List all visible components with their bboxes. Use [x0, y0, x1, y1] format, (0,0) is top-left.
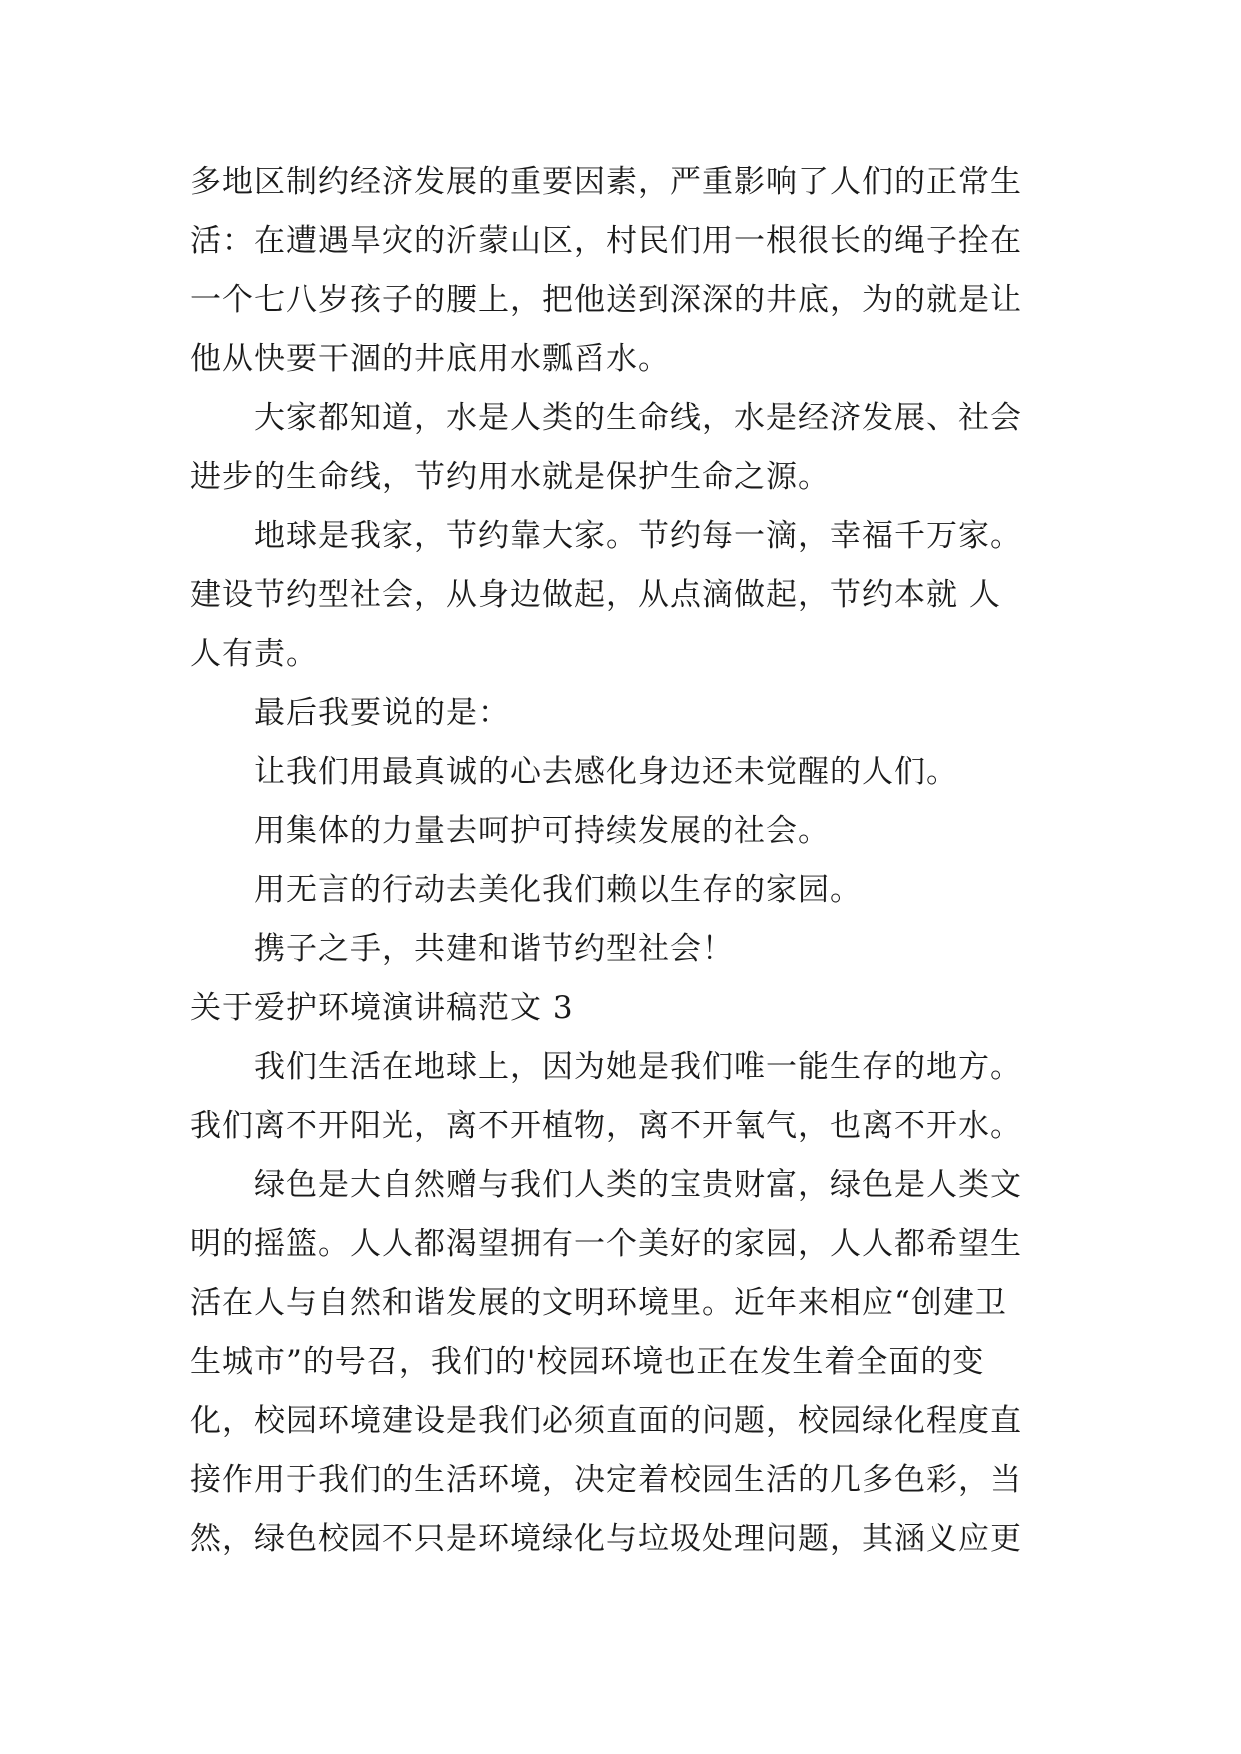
text-line: 接作用于我们的生活环境，决定着校园生活的几多色彩，当 [190, 1462, 1022, 1498]
text-line: 建设节约型社会，从身边做起，从点滴做起，节约本就 人 [190, 577, 1001, 613]
text-line: 我们生活在地球上，因为她是我们唯一能生存的地方。 [190, 1049, 1022, 1085]
text-line: 让我们用最真诚的心去感化身边还未觉醒的人们。 [190, 754, 958, 790]
text-line: 生城市”的号召，我们的'校园环境也正在发生着全面的变 [190, 1344, 985, 1380]
text-line: 他从快要干涸的井底用水瓢舀水。 [190, 341, 670, 377]
text-line: 人有责。 [190, 636, 318, 672]
text-line: 地球是我家，节约靠大家。节约每一滴，幸福千万家。 [190, 518, 1022, 554]
text-line: 用无言的行动去美化我们赖以生存的家园。 [190, 872, 862, 908]
text-line: 进步的生命线，节约用水就是保护生命之源。 [190, 459, 830, 495]
text-line: 大家都知道，水是人类的生命线，水是经济发展、社会 [190, 400, 1022, 436]
text-line: 明的摇篮。人人都渴望拥有一个美好的家园，人人都希望生 [190, 1226, 1022, 1262]
text-line: 化，校园环境建设是我们必须直面的问题，校园绿化程度直 [190, 1403, 1022, 1439]
text-line: 携子之手，共建和谐节约型社会！ [190, 931, 734, 967]
text-line: 活在人与自然和谐发展的文明环境里。近年来相应“创建卫 [190, 1285, 1007, 1321]
text-line: 绿色是大自然赠与我们人类的宝贵财富，绿色是人类文 [190, 1167, 1022, 1203]
text-line: 然，绿色校园不只是环境绿化与垃圾处理问题，其涵义应更 [190, 1521, 1022, 1557]
section-heading: 关于爱护环境演讲稿范文 3 [190, 990, 574, 1026]
text-line: 我们离不开阳光，离不开植物，离不开氧气，也离不开水。 [190, 1108, 1022, 1144]
text-line: 活：在遭遇旱灾的沂蒙山区，村民们用一根很长的绳子拴在 [190, 223, 1022, 259]
text-line: 多地区制约经济发展的重要因素，严重影响了人们的正常生 [190, 164, 1022, 200]
text-line: 最后我要说的是： [190, 695, 510, 731]
text-line: 一个七八岁孩子的腰上，把他送到深深的井底，为的就是让 [190, 282, 1022, 318]
text-line: 用集体的力量去呵护可持续发展的社会。 [190, 813, 830, 849]
